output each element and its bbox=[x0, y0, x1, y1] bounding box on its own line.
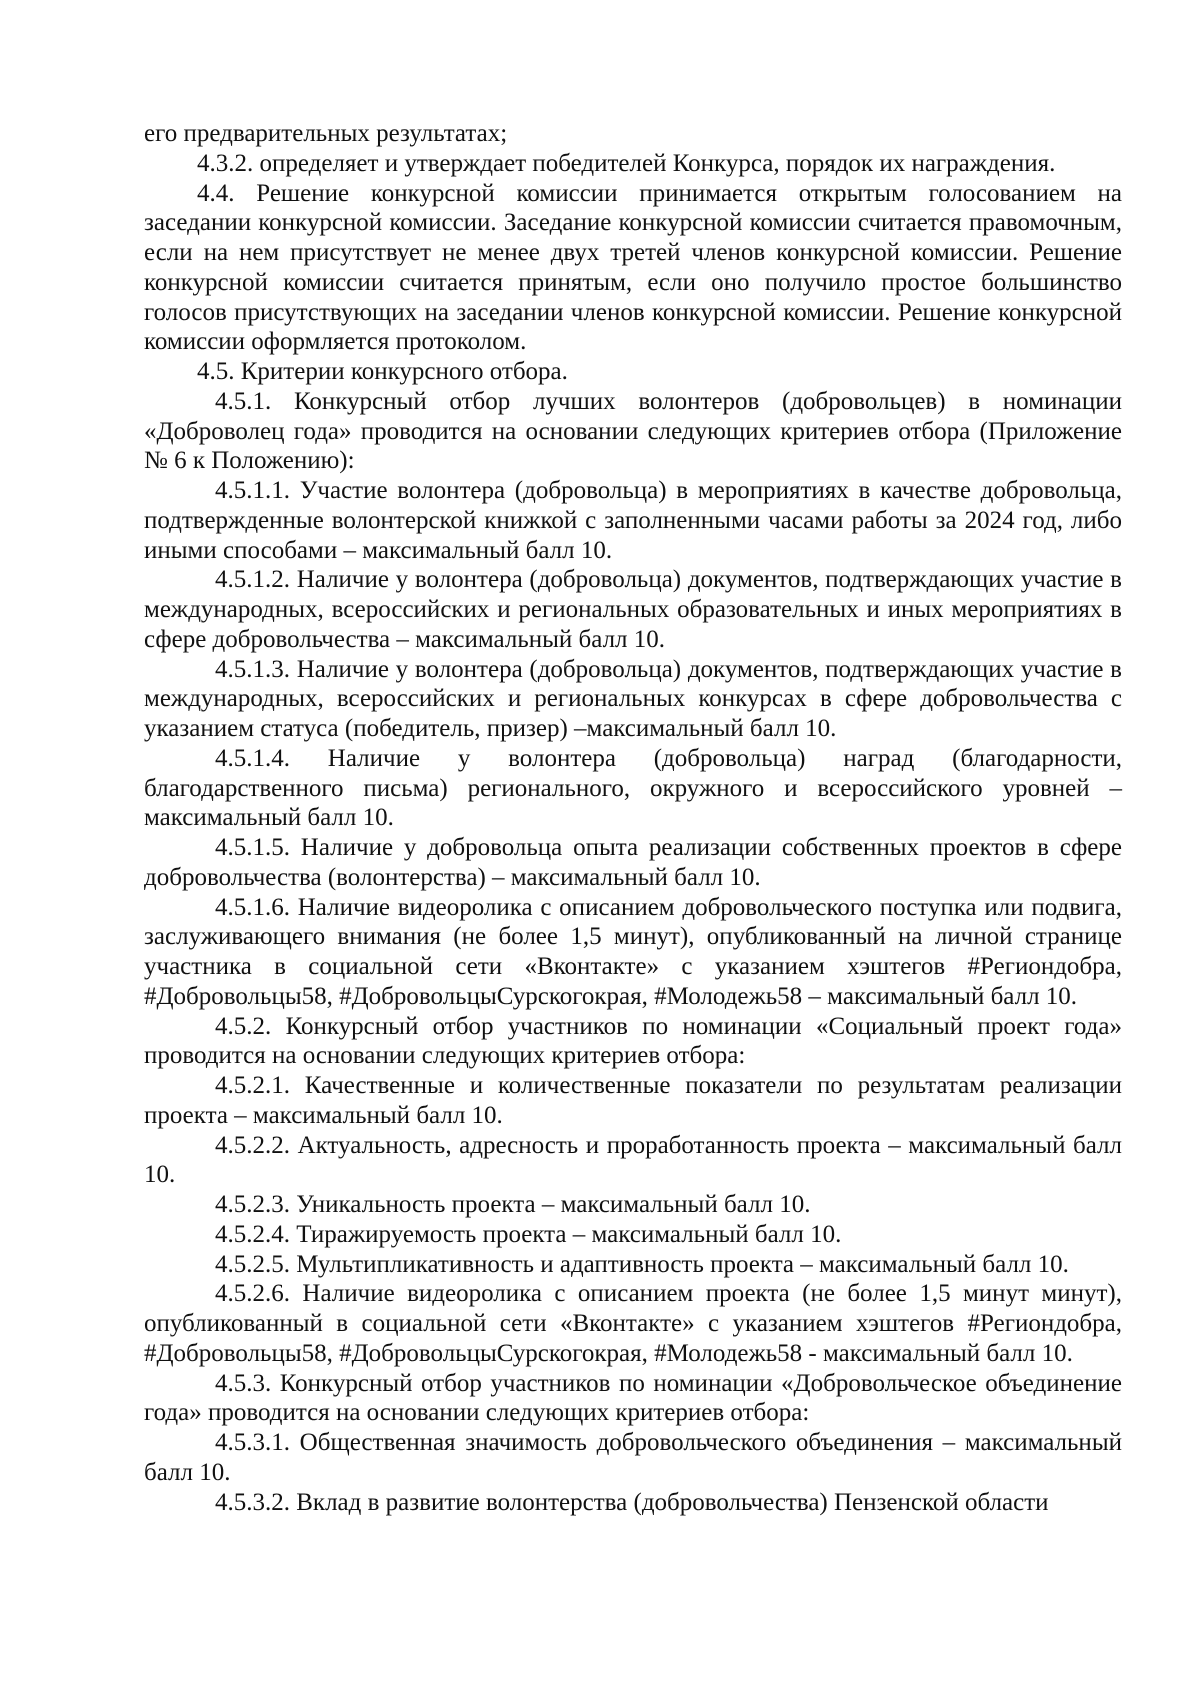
paragraph-4-5: 4.5. Критерии конкурсного отбора. bbox=[197, 358, 568, 385]
paragraph-4-5-3-2: 4.5.3.2. Вклад в развитие волонтерства (добровольчества) Пензенской области bbox=[215, 1488, 1049, 1516]
paragraph-4-4: 4.4. Решение конкурсной комиссии принимается открытым голосованием на заседании конкурсной комиссии. Заседание конкурсной комиссии считается правомочным, если на нем присутствует не менее двух третей членов конкурсной комиссии. Решение конкурсной комиссии считается принятым, если оно получило простое большинство голосов присутствующих на заседании членов конкурсной комиссии. Решение конкурсной комиссии оформляется протоколом. bbox=[144, 179, 1122, 356]
paragraph-4-5-3-1: 4.5.3.1. Общественная значимость добровольческого объединения – максимальный балл 10. bbox=[144, 1429, 1122, 1486]
paragraph-4-5-1-4: 4.5.1.4. Наличие у волонтера (добровольца) наград (благодарности, благодарственного письма) регионального, окружного и всероссийского уровней – максимальный балл 10. bbox=[144, 744, 1122, 832]
paragraph-4-5-2-4: 4.5.2.4. Тиражируемость проекта – максимальный балл 10. bbox=[215, 1220, 842, 1248]
paragraph-4-5-2-2: 4.5.2.2. Актуальность, адресность и проработанность проекта – максимальный балл 10. bbox=[144, 1131, 1122, 1189]
paragraph-4-5-2-3: 4.5.2.3. Уникальность проекта – максимальный балл 10. bbox=[215, 1191, 811, 1218]
paragraph-prev-results: его предварительных результатах; bbox=[144, 120, 508, 147]
document-page bbox=[144, 119, 1122, 1517]
paragraph-4-5-2: 4.5.2. Конкурсный отбор участников по номинации «Социальный проект года» проводится на основании следующих критериев отбора: bbox=[144, 1012, 1122, 1070]
paragraph-4-3-2: 4.3.2. определяет и утверждает победителей Конкурса, порядок их награждения. bbox=[197, 149, 1056, 177]
paragraph-4-5-2-5: 4.5.2.5. Мультипликативность и адаптивность проекта – максимальный балл 10. bbox=[215, 1250, 1069, 1278]
paragraph-4-5-2-6: 4.5.2.6. Наличие видеоролика с описанием проекта (не более 1,5 минут минут), опубликованный в социальной сети «Вконтакте» с указанием хэштегов #Региондобра, #Добровольцы58, #ДобровольцыСурскогокрая, #Молодежь58 - максимальный балл 10. bbox=[144, 1280, 1122, 1367]
paragraph-4-5-1-6: 4.5.1.6. Наличие видеоролика с описанием добровольческого поступка или подвига, заслуживающего внимания (не более 1,5 минут), опубликованный на личной странице участника в социальной сети «Вконтакте» с указанием хэштегов #Региондобра, #Добровольцы58, #ДобровольцыСурскогокрая, #Молодежь58 – максимальный балл 10. bbox=[144, 893, 1122, 1010]
paragraph-4-5-1-1: 4.5.1.1. Участие волонтера (добровольца) в мероприятиях в качестве добровольца, подтвержденные волонтерской книжкой с заполненными часами работы за 2024 год, либо иными способами – максимальный балл 10. bbox=[144, 477, 1122, 564]
paragraph-4-5-1-3: 4.5.1.3. Наличие у волонтера (добровольца) документов, подтверждающих участие в международных, всероссийских и региональных конкурсах в сфере добровольчества с указанием статуса (победитель, призер) –максимальный балл 10. bbox=[144, 655, 1122, 742]
paragraph-4-5-1: 4.5.1. Конкурсный отбор лучших волонтеров (добровольцев) в номинации «Доброволец года» проводится на основании следующих критериев отбора (Приложение № 6 к Положению): bbox=[144, 387, 1122, 475]
paragraph-4-5-2-1: 4.5.2.1. Качественные и количественные показатели по результатам реализации проекта – максимальный балл 10. bbox=[144, 1072, 1122, 1129]
paragraph-4-5-1-2: 4.5.1.2. Наличие у волонтера (добровольца) документов, подтверждающих участие в международных, всероссийских и региональных образовательных и иных мероприятиях в сфере добровольчества – максимальный балл 10. bbox=[144, 566, 1122, 653]
paragraph-4-5-1-5: 4.5.1.5. Наличие у добровольца опыта реализации собственных проектов в сфере добровольчества (волонтерства) – максимальный балл 10. bbox=[144, 834, 1122, 891]
paragraph-4-5-3: 4.5.3. Конкурсный отбор участников по номинации «Добровольческое объединение года» проводится на основании следующих критериев отбора: bbox=[144, 1369, 1122, 1427]
